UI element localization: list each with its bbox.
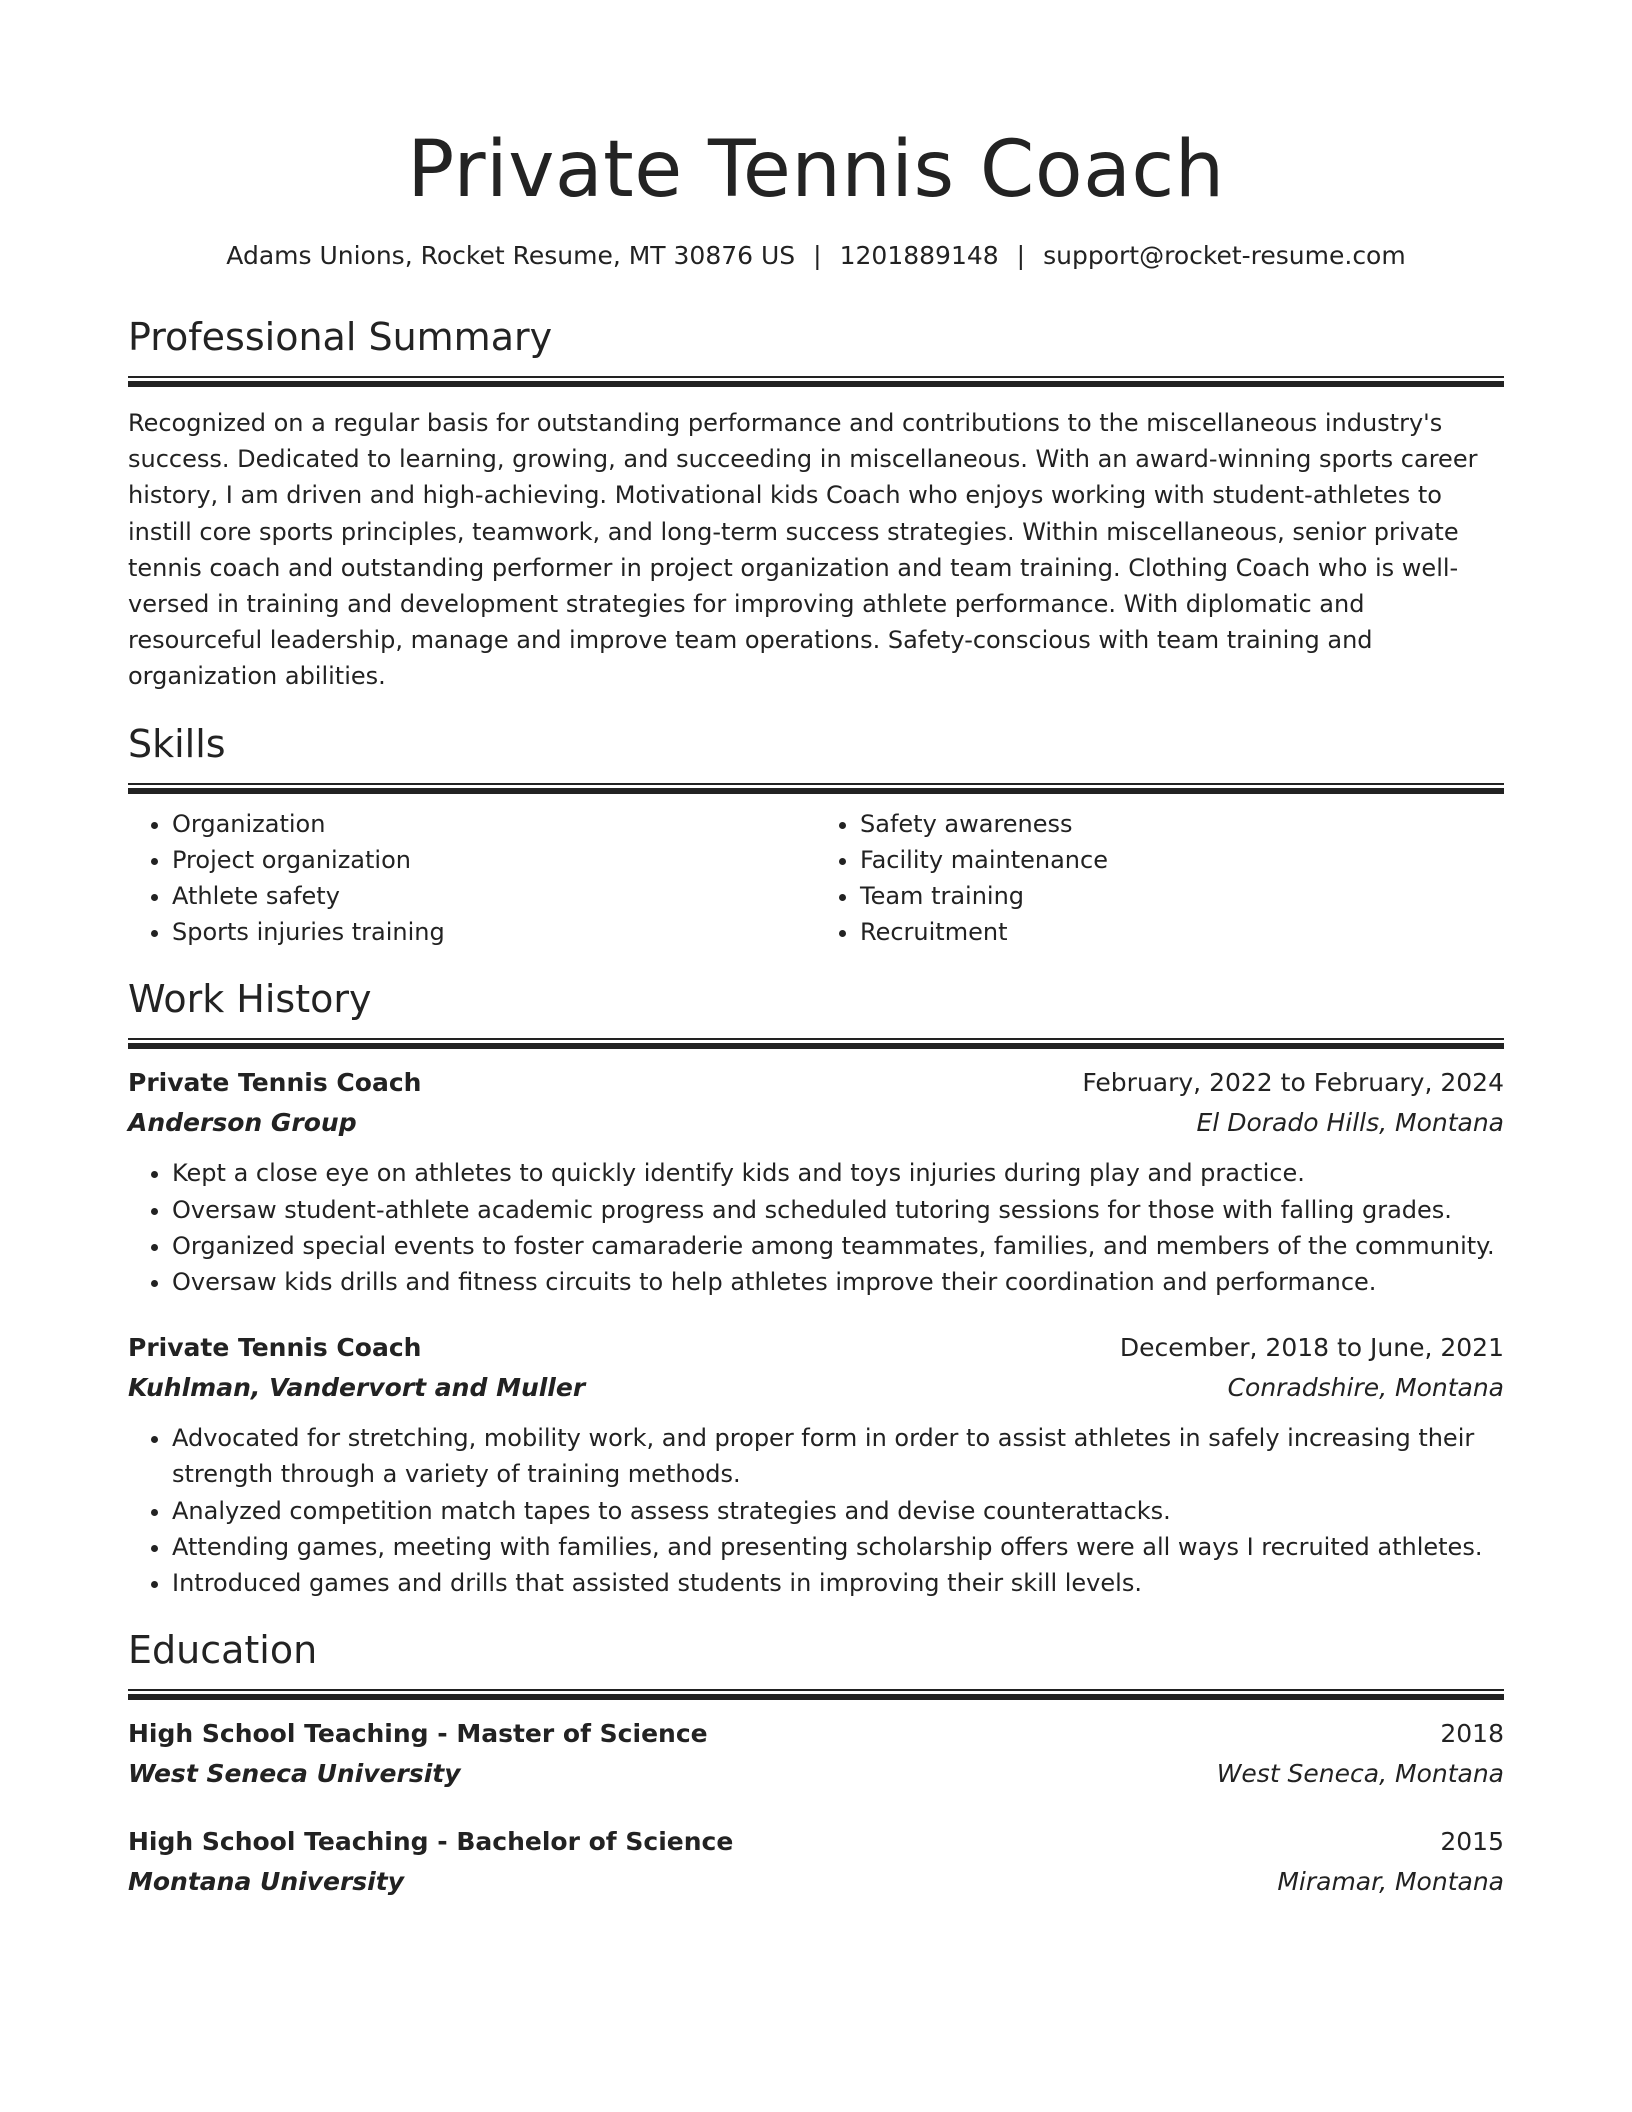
skill-item: • Recruitment bbox=[860, 914, 1504, 950]
work-heading: Work History bbox=[128, 977, 372, 1022]
job-dates: December, 2018 to June, 2021 bbox=[1119, 1333, 1504, 1363]
job-bullet: • Kept a close eye on athletes to quickly identify kids and toys injuries during play and practice. bbox=[172, 1155, 1504, 1191]
skill-item: • Project organization bbox=[172, 842, 816, 878]
section-divider bbox=[128, 783, 1504, 788]
summary-heading: Professional Summary bbox=[128, 315, 553, 359]
job-location: El Dorado Hills, Montana bbox=[1196, 1108, 1504, 1138]
job-company: Anderson Group bbox=[128, 1108, 357, 1138]
skill-item: • Facility maintenance bbox=[860, 842, 1504, 878]
resume-title: Private Tennis Coach bbox=[407, 125, 1225, 215]
section-divider bbox=[128, 1689, 1504, 1694]
education-entry bbox=[128, 1822, 1504, 1902]
job-entry bbox=[128, 1063, 1504, 1300]
education-degree: High School Teaching - Bachelor of Science bbox=[128, 1827, 734, 1857]
education-school: Montana University bbox=[128, 1867, 404, 1897]
job-bullets bbox=[128, 1155, 1504, 1300]
contact-separator: | bbox=[813, 241, 822, 270]
skills-section bbox=[128, 719, 1504, 951]
work-section bbox=[128, 974, 1504, 1601]
job-bullet: • Attending games, meeting with families, and presenting scholarship offers were all ways I recruited athletes. bbox=[172, 1529, 1504, 1565]
education-year: 2015 bbox=[1440, 1827, 1504, 1857]
job-bullet: • Oversaw student-athlete academic progress and scheduled tutoring sessions for those with falling grades. bbox=[172, 1192, 1504, 1228]
job-bullets bbox=[128, 1420, 1504, 1601]
job-bullet: • Analyzed competition match tapes to assess strategies and devise counterattacks. bbox=[172, 1493, 1504, 1529]
skills-grid bbox=[128, 806, 1504, 951]
summary-section bbox=[128, 312, 1504, 695]
education-degree: High School Teaching - Master of Science bbox=[128, 1719, 708, 1749]
education-heading: Education bbox=[128, 1628, 318, 1673]
education-location: West Seneca, Montana bbox=[1216, 1759, 1504, 1789]
contact-email: support@rocket-resume.com bbox=[1043, 241, 1406, 270]
job-bullet: • Advocated for stretching, mobility work, and proper form in order to assist athletes in safely increasing their strength through a variety of training methods. bbox=[172, 1420, 1504, 1492]
job-company: Kuhlman, Vandervort and Muller bbox=[128, 1373, 586, 1403]
contact-address: Adams Unions, Rocket Resume, MT 30876 US bbox=[226, 241, 796, 270]
education-location: Miramar, Montana bbox=[1277, 1867, 1504, 1897]
education-section bbox=[128, 1625, 1504, 1902]
job-location: Conradshire, Montana bbox=[1227, 1373, 1504, 1403]
job-bullet: • Introduced games and drills that assisted students in improving their skill levels. bbox=[172, 1565, 1504, 1601]
skills-list-right bbox=[816, 806, 1504, 951]
job-bullet: • Oversaw kids drills and fitness circuits to help athletes improve their coordination and performance. bbox=[172, 1264, 1504, 1300]
skill-item: • Organization bbox=[172, 806, 816, 842]
skill-item: • Sports injuries training bbox=[172, 914, 816, 950]
job-title: Private Tennis Coach bbox=[128, 1333, 422, 1363]
section-divider bbox=[128, 1038, 1504, 1043]
job-entry bbox=[128, 1328, 1504, 1601]
skill-item: • Athlete safety bbox=[172, 878, 816, 914]
job-dates: February, 2022 to February, 2024 bbox=[1082, 1068, 1504, 1098]
skills-heading: Skills bbox=[128, 721, 226, 766]
skill-item: • Safety awareness bbox=[860, 806, 1504, 842]
section-divider bbox=[128, 376, 1504, 381]
skill-item: • Team training bbox=[860, 878, 1504, 914]
job-title: Private Tennis Coach bbox=[128, 1068, 422, 1098]
skills-list-left bbox=[128, 806, 816, 951]
education-entry bbox=[128, 1714, 1504, 1794]
contact-line bbox=[128, 236, 1504, 276]
job-bullet: • Organized special events to foster camaraderie among teammates, families, and members of the community. bbox=[172, 1228, 1504, 1264]
contact-separator: | bbox=[1016, 241, 1026, 270]
education-year: 2018 bbox=[1440, 1719, 1504, 1749]
education-school: West Seneca University bbox=[128, 1759, 461, 1789]
contact-phone: 1201889148 bbox=[839, 241, 999, 270]
summary-text: Recognized on a regular basis for outstanding performance and contributions to the miscellaneous industry's success. Dedicated to learning, growing, and succeeding in miscellaneous. With an award-winning sports career history, I am driven and high-achieving. Motivational kids Coach who enjoys working with student-athletes to instill core sports principles, teamwork, and long-term success strategies. Within miscellaneous, senior private tennis coach and outstanding performer in project organization and team training. Clothing Coach who is well-versed in training and development strategies for improving athlete performance. With diplomatic and resourceful leadership, manage and improve team operations. Safety-conscious with team training and organization abilities. bbox=[128, 409, 1478, 691]
